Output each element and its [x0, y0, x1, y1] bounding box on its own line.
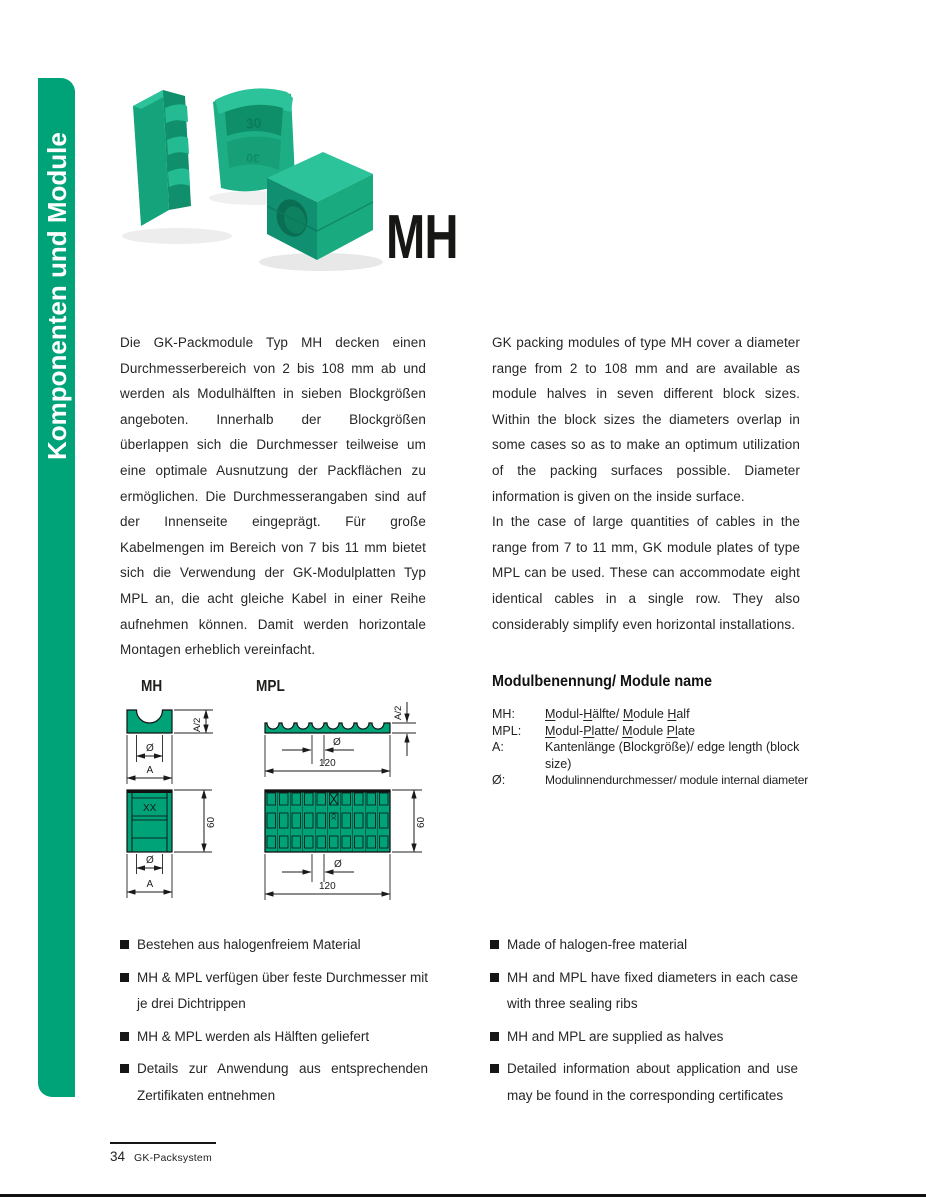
feature-item: [490, 965, 798, 1018]
module-name-rows: [492, 706, 822, 789]
feature-text: Detailed information about application and use may be found in the corresponding certificates: [507, 1061, 798, 1103]
footer-rule: [110, 1142, 216, 1144]
module-name-term: MH:: [492, 707, 515, 721]
diagram-label-mpl: MPL: [256, 678, 285, 695]
dim-diameter: Ø: [146, 743, 154, 754]
module-name-row: [492, 723, 822, 740]
feature-item: [490, 1056, 798, 1109]
intro-text-english: [492, 330, 800, 637]
page-bottom-rule: [0, 1194, 926, 1197]
page-number: 34: [110, 1149, 126, 1164]
module-name-row: [492, 739, 822, 772]
bullet-square-icon: [490, 973, 499, 982]
dim-edge-length: A: [146, 765, 154, 776]
dim-diameter: Ø: [334, 859, 342, 870]
technical-drawing: [110, 692, 440, 912]
embossed-size-label-mirrored: 30: [245, 150, 261, 166]
bullet-square-icon: [490, 1064, 499, 1073]
bullet-square-icon: [490, 940, 499, 949]
module-name-term: MPL:: [492, 723, 522, 738]
module-name-definition: Kantenlänge (Blockgröße)/ edge length (block size): [545, 740, 800, 771]
dim-edge-length: A: [146, 879, 154, 890]
feature-text: MH and MPL are supplied as halves: [507, 1028, 724, 1044]
feature-list-german: [120, 932, 428, 1115]
dim-height-60: 60: [416, 816, 427, 828]
section-sidebar-label: Komponenten und Module: [41, 132, 72, 460]
module-name-definition: Modulinnendurchmesser/ module internal diameter: [545, 773, 809, 787]
feature-item: [120, 1024, 428, 1051]
module-name-heading: Modulbenennung/ Module name: [492, 673, 712, 690]
module-name-legend: [492, 673, 822, 789]
diagram-label-mh: MH: [141, 678, 163, 695]
footer: [110, 1149, 212, 1164]
product-code-title: MH: [386, 203, 458, 272]
feature-item: [490, 932, 798, 959]
mpl-cross-section: [265, 702, 416, 777]
dim-height-60: 60: [206, 816, 217, 828]
intro-paragraph-de: Die GK-Packmodule Typ MH decken einen Durchmesserbereich von 2 bis 108 mm ab und werden als Modulhälften in sieben Blockgrößen angeboten. Innerhalb der Blockgrößen überlappen sich die Durchmesser teilweise um eine optimale Ausnutzung der Packflächen zu ermöglichen. Die Durchmesserangaben sind auf der Innenseite eingeprägt. Für große Kabelmengen im Bereich von 7 bis 11 mm bietet sich die Verwendung der GK-Modulplatten Typ MPL an, die acht gleiche Kabel in einer Reihe aufnehmen können. Damit werden horizontale Montagen erheblich vereinfacht.: [120, 335, 426, 658]
intro-paragraph-en-2: In the case of large quantities of cables in the range from 7 to 11 mm, GK module plates of type MPL can be used. These can accommodate eight identical cables in a single row. They also considerably simplify even horizontal installations.: [492, 514, 800, 632]
feature-item: [490, 1024, 798, 1051]
feature-text: Details zur Anwendung aus entsprechenden Zertifikaten entnehmen: [137, 1061, 428, 1103]
module-name-row: [492, 772, 822, 789]
intro-text-german: [120, 330, 426, 663]
feature-item: [120, 1056, 428, 1109]
module-name-term: Ø:: [492, 773, 506, 787]
dim-size-marker: XX: [143, 803, 157, 814]
feature-list-english: [490, 932, 798, 1115]
dim-half-edge: A/2: [192, 717, 203, 732]
brand-name: GK-Packsystem: [134, 1152, 212, 1164]
feature-item: [120, 965, 428, 1018]
dim-width-120: 120: [319, 758, 336, 769]
module-half-left: [133, 90, 191, 226]
bullet-square-icon: [490, 1032, 499, 1041]
dim-diameter: Ø: [146, 855, 154, 866]
module-name-term: A:: [492, 740, 504, 754]
bullet-square-icon: [120, 940, 129, 949]
dim-width-120: 120: [319, 881, 336, 892]
bullet-square-icon: [120, 1032, 129, 1041]
product-photo: [115, 78, 395, 278]
feature-text: MH & MPL verfügen über feste Durchmesser mit je drei Dichtrippen: [137, 969, 428, 1011]
mpl-front-view: [265, 790, 427, 900]
dim-half-edge: A/2: [393, 705, 404, 720]
bullet-square-icon: [120, 1064, 129, 1073]
feature-text: MH & MPL werden als Hälften geliefert: [137, 1028, 370, 1044]
dim-diameter: Ø: [333, 737, 341, 748]
mh-front-view: [127, 790, 217, 898]
feature-text: Made of halogen-free material: [507, 937, 688, 952]
embossed-size-label: 30: [245, 114, 263, 132]
intro-paragraph-en-1: GK packing modules of type MH cover a diameter range from 2 to 108 mm and are available as module halves in seven different block sizes. Within the block sizes the diameters overlap in some cases so as to make an optimum utilization of the packing surfaces possible. Diameter information is given on the inside surface.: [492, 335, 800, 504]
feature-text: MH and MPL have fixed diameters in each case with three sealing ribs: [507, 969, 798, 1011]
shadow: [122, 228, 232, 244]
module-name-definition: Modul-Hälfte/ Module Half: [545, 707, 690, 721]
section-sidebar: [38, 78, 75, 1097]
bullet-square-icon: [120, 973, 129, 982]
feature-item: [120, 932, 428, 959]
module-name-definition: Modul-Platte/ Module Plate: [545, 723, 696, 738]
dim-size-marker: XX: [332, 811, 338, 820]
module-name-row: [492, 706, 822, 723]
feature-text: Bestehen aus halogenfreiem Material: [137, 937, 361, 952]
mh-cross-section: [127, 710, 213, 784]
